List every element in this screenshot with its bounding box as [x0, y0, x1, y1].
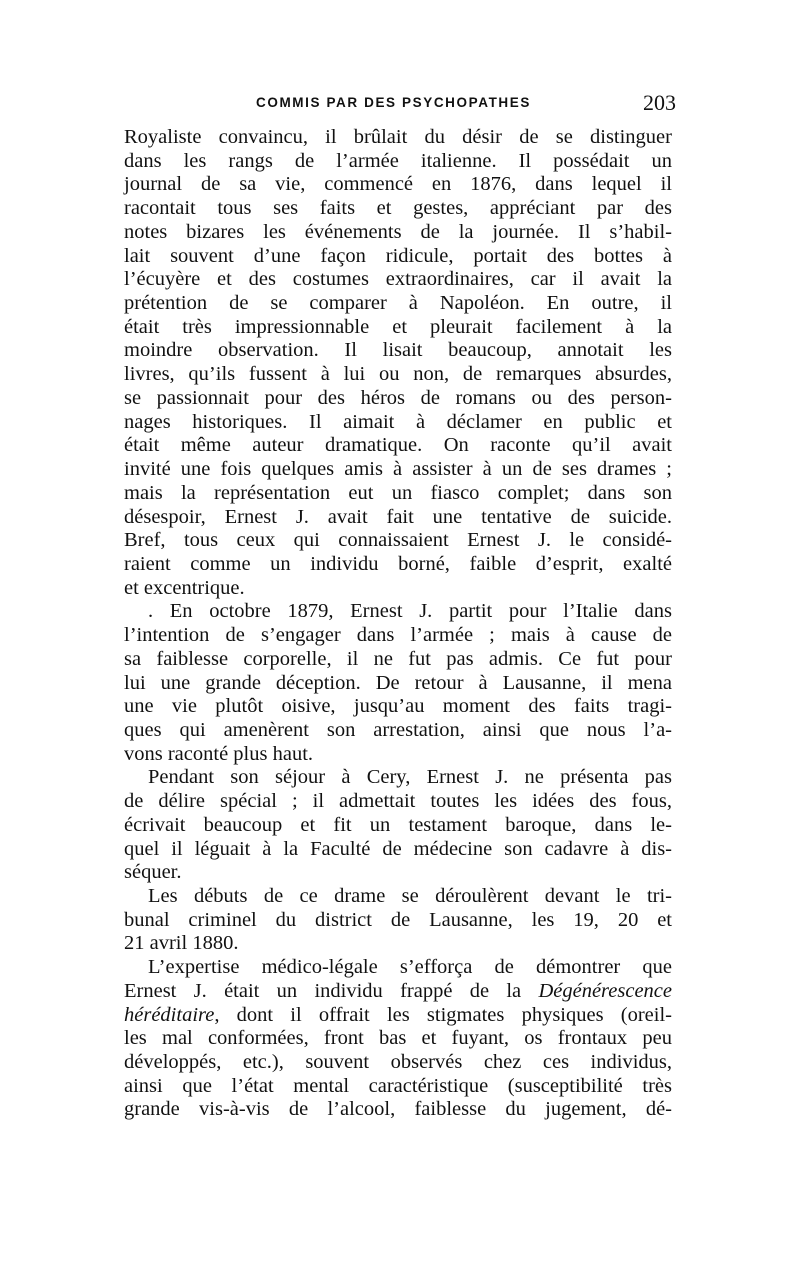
text-run: Pendant son séjour à Cery, Ernest J. ne présenta pas — [148, 766, 672, 789]
text-line — [124, 956, 672, 980]
text-line — [124, 482, 672, 506]
text-line — [124, 980, 672, 1004]
text-line — [124, 861, 672, 885]
text-run: ainsi que l’état mental caractéristique (susceptibilité très — [124, 1074, 672, 1097]
text-run: et excentrique. — [124, 576, 245, 599]
running-head — [256, 91, 676, 115]
text-run: écrivait beaucoup et fit un testament baroque, dans le- — [124, 813, 672, 836]
text-line — [124, 529, 672, 553]
text-line — [124, 506, 672, 530]
text-line — [124, 197, 672, 221]
text-line — [124, 648, 672, 672]
text-line — [124, 363, 672, 387]
text-line — [124, 458, 672, 482]
text-line — [124, 1004, 672, 1028]
text-run: désespoir, Ernest J. avait fait une tentative de suicide. — [124, 505, 672, 528]
text-run: de délire spécial ; il admettait toutes les idées des fous, — [124, 790, 672, 813]
text-run: raient comme un individu borné, faible d’esprit, exalté — [124, 552, 672, 575]
italic-text-run: Dégénérescence — [538, 979, 672, 1002]
text-run: moindre observation. Il lisait beaucoup, annotait les — [124, 339, 672, 362]
text-run: dans les rangs de l’armée italienne. Il possédait un — [124, 149, 672, 172]
text-run: mais la représentation eut un fiasco complet; dans son — [124, 481, 672, 504]
text-line — [124, 1051, 672, 1075]
text-line — [124, 1027, 672, 1051]
text-line — [124, 553, 672, 577]
text-line — [124, 221, 672, 245]
text-run: quel il léguait à la Faculté de médecine son cadavre à dis- — [124, 837, 672, 860]
body-text — [124, 126, 672, 1122]
text-run: séquer. — [124, 861, 182, 884]
text-run: Ernest J. était un individu frappé de la — [124, 979, 539, 1002]
text-run: racontait tous ses faits et gestes, appréciant par des — [124, 197, 672, 220]
text-line — [124, 268, 672, 292]
text-run: journal de sa vie, commencé en 1876, dans lequel il — [124, 173, 672, 196]
running-title: COMMIS PAR DES PSYCHOPATHES — [256, 95, 531, 110]
text-line — [124, 838, 672, 862]
page-number: 203 — [643, 90, 676, 115]
text-run: lui une grande déception. De retour à Lausanne, il mena — [124, 671, 672, 694]
text-run: vons raconté plus haut. — [124, 742, 314, 765]
text-line — [124, 339, 672, 363]
text-run: sa faiblesse corporelle, il ne fut pas admis. Ce fut pour — [124, 647, 672, 670]
text-run: les mal conformées, front bas et fuyant, os frontaux peu — [124, 1027, 672, 1050]
text-line — [124, 150, 672, 174]
text-line — [124, 292, 672, 316]
text-run: 21 avril 1880. — [124, 932, 239, 955]
text-run: . En octobre 1879, Ernest J. partit pour l’Italie dans — [148, 600, 672, 623]
text-run: ques qui amenèrent son arrestation, ainsi que nous l’a- — [124, 718, 672, 741]
text-line — [124, 316, 672, 340]
text-run: développés, etc.), souvent observés chez ces individus, — [124, 1051, 672, 1074]
text-run: grande vis-à-vis de l’alcool, faiblesse du jugement, dé- — [124, 1098, 672, 1121]
text-line — [124, 932, 672, 956]
text-line — [124, 245, 672, 269]
text-run: lait souvent d’une façon ridicule, portait des bottes à — [124, 244, 672, 267]
text-line — [124, 1098, 672, 1122]
text-run: une vie plutôt oisive, jusqu’au moment des faits tragi- — [124, 695, 672, 718]
text-run: bunal criminel du district de Lausanne, les 19, 20 et — [124, 908, 672, 931]
text-run: notes bizares les événements de la journée. Il s’habil- — [124, 220, 672, 243]
text-line — [124, 790, 672, 814]
text-run: l’intention de s’engager dans l’armée ; mais à cause de — [124, 624, 672, 647]
text-line — [124, 411, 672, 435]
text-run: se passionnait pour des héros de romans ou des person- — [124, 386, 672, 409]
text-run: Royaliste convaincu, il brûlait du désir de se distinguer — [124, 126, 672, 148]
text-line — [124, 434, 672, 458]
text-line — [124, 719, 672, 743]
text-run: prétention de se comparer à Napoléon. En outre, il — [124, 292, 672, 315]
text-line — [124, 600, 672, 624]
text-run: , dont il offrait les stigmates physiques (oreil- — [214, 1003, 672, 1026]
text-line — [124, 173, 672, 197]
text-line — [124, 743, 672, 767]
text-line — [124, 624, 672, 648]
text-line — [124, 1075, 672, 1099]
text-run: livres, qu’ils fussent à lui ou non, de remarques absurdes, — [124, 363, 672, 386]
text-line — [124, 814, 672, 838]
text-line — [124, 909, 672, 933]
text-run: L’expertise médico-légale s’efforça de démontrer que — [148, 956, 672, 979]
text-run: Bref, tous ceux qui connaissaient Ernest J. le considé- — [124, 529, 672, 552]
text-run: nages historiques. Il aimait à déclamer en public et — [124, 410, 672, 433]
text-line — [124, 695, 672, 719]
text-run: l’écuyère et des costumes extraordinaires, car il avait la — [124, 268, 672, 291]
text-line — [124, 766, 672, 790]
italic-text-run: héréditaire — [124, 1003, 215, 1026]
text-line — [124, 577, 672, 601]
text-run: invité une fois quelques amis à assister à un de ses drames ; — [124, 458, 672, 481]
text-run: était très impressionnable et pleurait facilement à la — [124, 315, 672, 338]
text-line — [124, 672, 672, 696]
text-line — [124, 885, 672, 909]
text-run: était même auteur dramatique. On raconte qu’il avait — [124, 434, 672, 457]
text-run: Les débuts de ce drame se déroulèrent devant le tri- — [148, 885, 672, 907]
text-line — [124, 126, 672, 150]
text-line — [124, 387, 672, 411]
